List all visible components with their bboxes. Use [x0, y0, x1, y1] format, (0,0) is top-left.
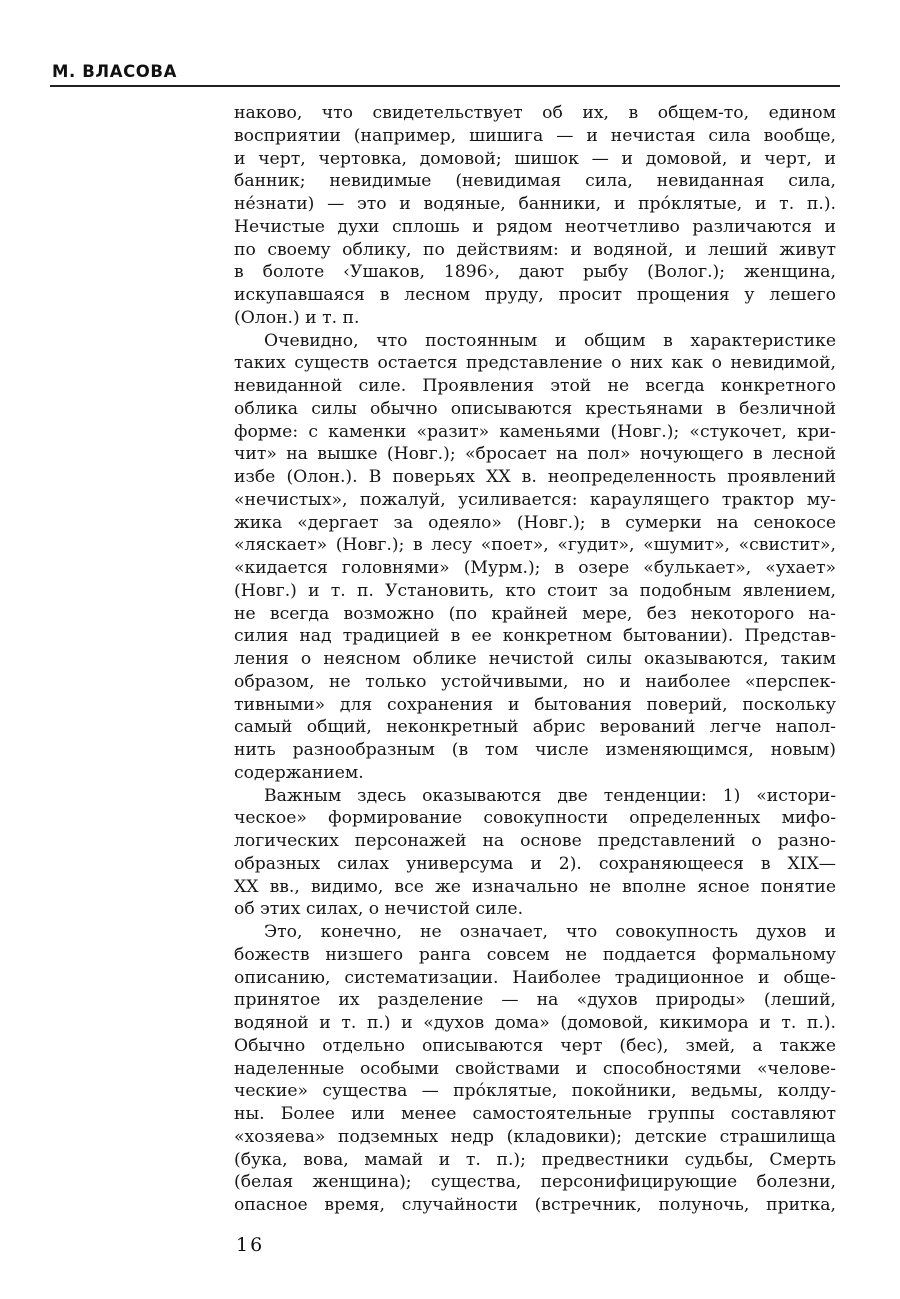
paragraph-start-line: Важным здесь оказываются две тенденции: 1) «истори-	[264, 785, 836, 806]
text-line: жика «дергает за одеяло» (Новг.); в сумерки на сенокосе	[234, 512, 836, 533]
text-line: «ляскает» (Новг.); в лесу «поет», «гудит», «шумит», «свистит»,	[234, 535, 836, 556]
text-line: водяной и т. п.) и «духов дома» (домовой, кикимора и т. п.).	[234, 1013, 836, 1033]
text-line: банник; невидимые (невидимая сила, невиданная сила,	[234, 171, 836, 192]
text-line: самый общий, неконкретный абрис верований легче напол-	[234, 717, 836, 738]
text-line: восприятии (например, шишига — и нечистая сила вообще,	[234, 125, 836, 146]
text-line: ческое» формирование совокупности определенных мифо-	[234, 808, 836, 829]
text-line: чит» на вышке (Новг.); «бросает на пол» ночующего в лесной	[234, 444, 836, 465]
text-line: Обычно отдельно описываются черт (бес), змей, а также	[234, 1035, 836, 1056]
text-line: облика силы обычно описываются крестьянами в безличной	[234, 398, 836, 419]
text-line: ления о неясном облике нечистой силы оказываются, таким	[234, 649, 836, 669]
running-header: М. ВЛАСОВА	[52, 62, 177, 81]
text-line: содержанием.	[234, 762, 364, 783]
text-line: принятое их разделение — на «духов природы» (леший,	[234, 990, 836, 1011]
paragraph-start-line: Это, конечно, не означает, что совокупность духов и	[264, 922, 836, 942]
text-line: логических персонажей на основе представлений о разно-	[234, 831, 836, 851]
text-line: тивными» для сохранения и бытования поверий, поскольку	[234, 694, 836, 715]
text-line: невиданной силе. Проявления этой не всегда конкретного	[234, 376, 836, 396]
text-line: и черт, чертовка, домовой; шишок — и домовой, и черт, и	[234, 148, 836, 169]
text-line: «хозяева» подземных недр (кладовики); детские страшилища	[234, 1126, 836, 1147]
text-line: образных силах универсума и 2). сохраняющееся в XIX—	[234, 853, 836, 874]
text-line: (Новг.) и т. п. Установить, кто стоит за подобным явлением,	[234, 580, 836, 601]
text-line: не́знати) — это и водяные, банники, и про́клятые, и т. п.).	[234, 194, 836, 214]
text-line: (Олон.) и т. п.	[234, 307, 360, 328]
text-line: ны. Более или менее самостоятельные группы составляют	[234, 1104, 836, 1124]
text-line: наково, что свидетельствует об их, в общем-то, едином	[234, 103, 836, 123]
text-line: силия над традицией в ее конкретном бытовании). Представ-	[234, 626, 836, 647]
text-line: таких существ остается представление о них как о невидимой,	[234, 353, 836, 374]
text-line: не всегда возможно (по крайней мере, без некоторого на-	[234, 603, 836, 624]
paragraph-start-line: Очевидно, что постоянным и общим в характеристике	[264, 330, 836, 351]
text-line: в болоте ‹Ушаков, 1896›, дают рыбу (Волог.); женщина,	[234, 262, 836, 283]
text-line: избе (Олон.). В поверьях XX в. неопределенность проявлений	[234, 467, 836, 487]
text-line: XX вв., видимо, все же изначально не вполне ясное понятие	[234, 876, 836, 897]
text-line: форме: с каменки «разит» каменьями (Новг.); «стукочет, кри-	[234, 421, 836, 442]
text-line: искупавшаяся в лесном пруду, просит прощения у лешего	[234, 285, 836, 305]
text-line: (белая женщина); существа, персонифицирующие болезни,	[234, 1172, 836, 1193]
text-line: нить разнообразным (в том числе изменяющимся, новым)	[234, 740, 836, 760]
text-line: Нечистые духи сплошь и рядом неотчетливо различаются и	[234, 216, 836, 237]
text-line: описанию, систематизации. Наиболее традиционное и обще-	[234, 967, 836, 988]
text-line: об этих силах, о нечистой силе.	[234, 899, 524, 920]
header-rule	[50, 85, 840, 87]
text-line: опасное время, случайности (встречник, полуночь, притка,	[234, 1195, 836, 1215]
text-line: (бука, вова, мамай и т. п.); предвестники судьбы, Смерть	[234, 1149, 836, 1170]
text-line: по своему облику, по действиям: и водяной, и леший живут	[234, 239, 836, 260]
text-line: образом, не только устойчивыми, но и наиболее «перспек-	[234, 671, 836, 692]
text-line: божеств низшего ранга совсем не поддается формальному	[234, 944, 836, 965]
text-line: «нечистых», пожалуй, усиливается: караулящего трактор му-	[234, 489, 836, 510]
text-line: наделенные особыми свойствами и способностями «челове-	[234, 1058, 836, 1079]
page-number: 16	[236, 1234, 265, 1256]
text-line: «кидается головнями» (Мурм.); в озере «булькает», «ухает»	[234, 558, 836, 578]
text-line: ческие» существа — про́клятые, покойники, ведьмы, колду-	[234, 1081, 836, 1102]
body-text	[234, 102, 836, 1217]
